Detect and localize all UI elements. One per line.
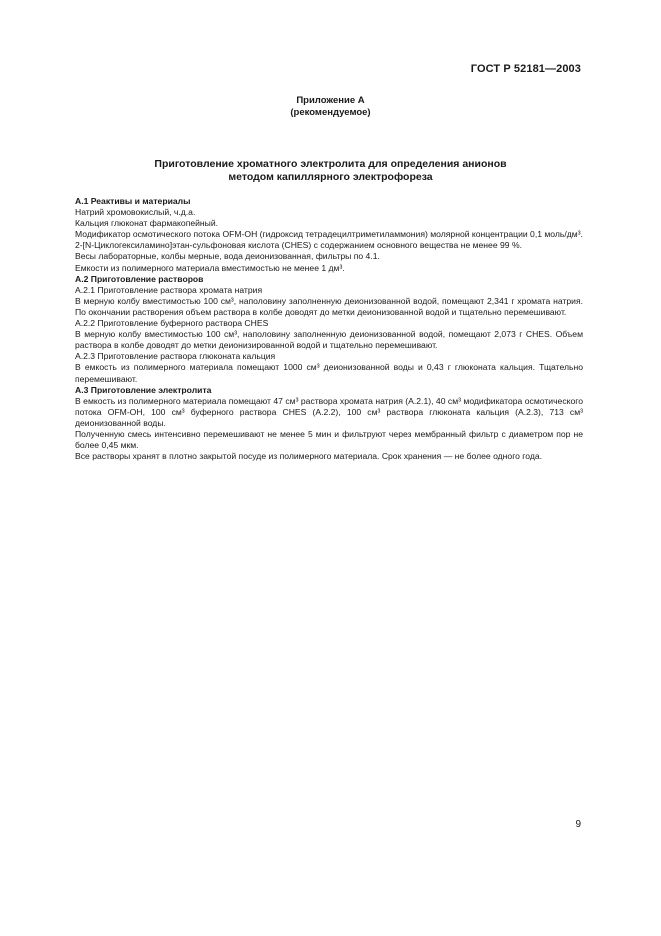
paragraph: Весы лабораторные, колбы мерные, вода деионизованная, фильтры по 4.1. — [75, 251, 380, 262]
paragraph: А.2.2 Приготовление буферного раствора CHES — [75, 318, 269, 329]
appendix-heading — [0, 95, 661, 119]
paragraph: В емкость из полимерного материала помещают 1000 см³ деионизованной воды и 0,43 г глюконата кальция. Тщательно перемешивают. — [75, 362, 583, 384]
paragraph: А.2.3 Приготовление раствора глюконата кальция — [75, 351, 276, 362]
document-body — [75, 196, 583, 462]
paragraph: Натрий хромовокислый, ч.д.а. — [75, 207, 196, 218]
title-line-2: методом капиллярного электрофореза — [228, 171, 433, 183]
standard-code: ГОСТ Р 52181—2003 — [470, 63, 581, 75]
page-number: 9 — [575, 819, 581, 830]
title-line-1: Приготовление хроматного электролита для определения анионов — [154, 158, 507, 170]
paragraph: Полученную смесь интенсивно перемешивают не менее 5 мин и фильтруют через мембранный фильтр с диаметром пор не более 0,45 мкм. — [75, 428, 583, 451]
appendix-status: (рекомендуемое) — [290, 107, 371, 118]
paragraph: В емкость из полимерного материала помещают 47 см³ раствора хромата натрия (А.2.1), 40 см³ модификатора осмотического потока OFM-OH, 100 см³ буферного раствора CHES (А.2.2), 100 см³ раствора глюконата кальция (А.2.3), 713 см³ деионизованной воды. — [75, 395, 583, 428]
paragraph: Кальция глюконат фармакопейный. — [75, 218, 219, 229]
paragraph: А.2.1 Приготовление раствора хромата натрия — [75, 284, 263, 295]
section-heading: А.2 Приготовление растворов — [75, 273, 204, 284]
paragraph: Модификатор осмотического потока OFM-OH (гидроксид тетрадецилтриметиламмония) молярной концентрации 0,1 моль/дм³. — [75, 229, 583, 240]
section-heading: А.3 Приготовление электролита — [75, 384, 212, 395]
document-title — [0, 158, 661, 184]
appendix-label: Приложение А — [296, 95, 365, 106]
section-heading: А.1 Реактивы и материалы — [75, 196, 191, 206]
paragraph: В мерную колбу вместимостью 100 см³, наполовину заполненную деионизованной водой, помещают 2,341 г хромата натрия. По окончании растворения объем раствора в колбе доводят до метки деионизованной водой и тщательно перемешивают. — [75, 295, 583, 317]
paragraph: В мерную колбу вместимостью 100 см³, наполовину заполненную деионизованной водой, помещают 2,073 г CHES. Объем раствора в колбе доводят до метки деионизированной водой и тщательно перемешивают. — [75, 329, 583, 351]
paragraph: Емкости из полимерного материала вместимостью не менее 1 дм³. — [75, 262, 345, 273]
paragraph: 2-[N-Циклогексиламино]этан-сульфоновая кислота (CHES) с содержанием основного вещества не менее 99 %. — [75, 240, 522, 251]
paragraph: Все растворы хранят в плотно закрытой посуде из полимерного материала. Срок хранения — не более одного года. — [75, 451, 543, 462]
